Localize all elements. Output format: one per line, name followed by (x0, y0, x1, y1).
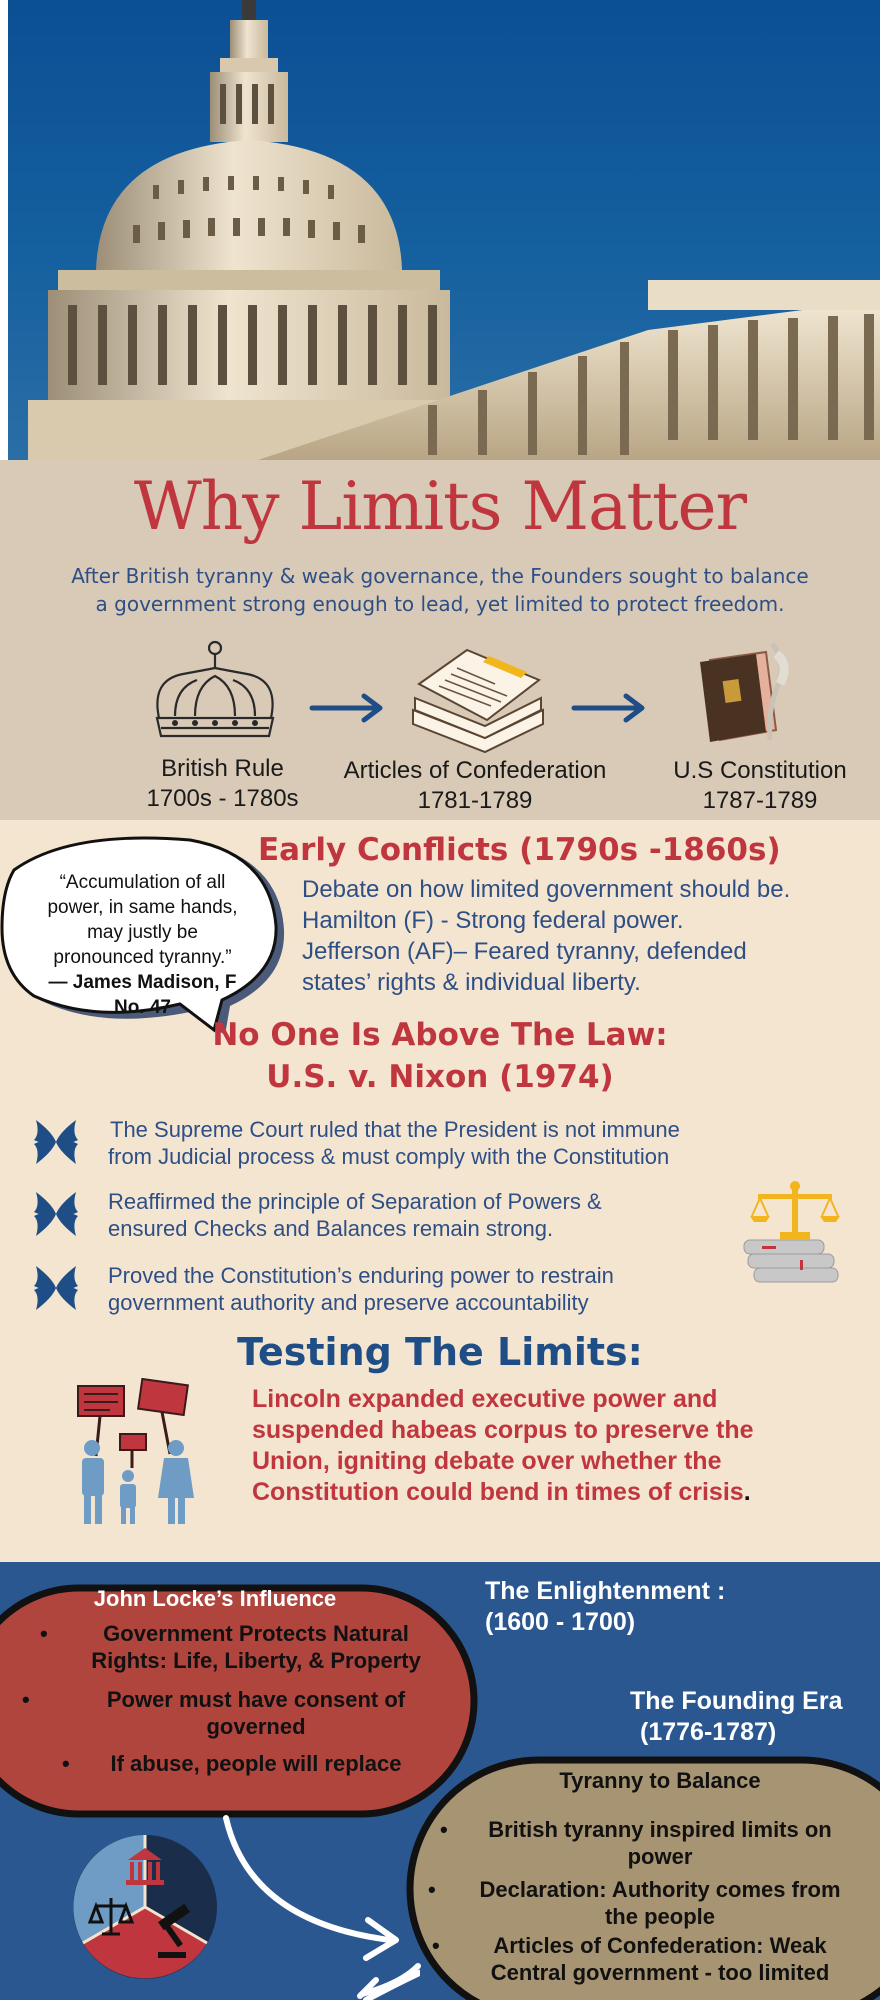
early-conflicts-line: Hamilton (F) - Strong federal power. (302, 907, 684, 934)
timeline-label: Articles of Confederation (343, 757, 607, 784)
locke-heading: John Locke’s Influence (93, 1586, 337, 1611)
foundations-section (0, 1562, 880, 2000)
enlightenment-line: The Enlightenment : (485, 1577, 726, 1605)
tyranny-item: • Articles of Confederation: Weak Central government - too limited (440, 1932, 880, 1986)
curved-arrow-icon (340, 1962, 430, 2000)
early-conflicts-heading: Early Conflicts (1790s -1860s) (258, 832, 781, 868)
subtitle-line-2: a government strong enough to lead, yet limited to protect freedom. (95, 592, 785, 616)
branches-of-government-icon (72, 1834, 218, 1980)
timeline-label: U.S Constitution (673, 757, 847, 784)
book-icon (680, 640, 795, 755)
nixon-heading (0, 1014, 880, 1098)
tyranny-item-line: the people (604, 1904, 715, 1929)
tyranny-item-line: Declaration: Authority comes from (479, 1877, 841, 1902)
nixon-bullet-text (108, 1262, 748, 1316)
hero-left-border (0, 0, 8, 460)
timeline-item-british-rule (100, 754, 345, 814)
tyranny-item-line: power (627, 1844, 693, 1869)
locke-item-line: Power must have consent of (106, 1687, 406, 1712)
nixon-bullet-text (108, 1188, 748, 1242)
tyranny-item-line: Articles of Confederation: Weak (493, 1933, 827, 1958)
tyranny-item-line: Central government - too limited (490, 1960, 830, 1985)
locke-item-line: governed (206, 1714, 306, 1739)
bullet-line: ensured Checks and Balances remain strong. (108, 1216, 554, 1241)
tyranny-heading: Tyranny to Balance (559, 1768, 761, 1793)
founding-line: The Founding Era (630, 1687, 843, 1715)
page-subtitle (20, 562, 860, 618)
bullet-line: The Supreme Court ruled that the President is not immune (110, 1117, 680, 1142)
enlightenment-label (485, 1576, 725, 1638)
locke-item: • If abuse, people will replace (36, 1750, 476, 1777)
papers-icon (405, 640, 550, 755)
nixon-bullet (30, 1116, 850, 1176)
nixon-bullet (30, 1262, 850, 1322)
timeline-dates: 1700s - 1780s (146, 785, 299, 812)
tyranny-item: • British tyranny inspired limits on power (440, 1816, 880, 1870)
timeline-dates: 1781-1789 (417, 787, 533, 814)
quote-author-line: — James Madison, F (48, 972, 237, 993)
bullet-line: Proved the Constitution’s enduring power to restrain (108, 1263, 614, 1288)
capitol-photo (8, 0, 880, 460)
x-bullet-icon (30, 1262, 82, 1314)
arrow-right-icon (308, 688, 388, 728)
locke-item-line: If abuse, people will replace (110, 1751, 402, 1776)
early-conflicts-line: Debate on how limited government should be. (302, 876, 791, 903)
capitol-building-illustration (8, 0, 880, 460)
locke-item-line: Rights: Life, Liberty, & Property (91, 1648, 421, 1673)
lincoln-line: Constitution could bend in times of crisis (252, 1478, 744, 1506)
protest-people-icon (70, 1378, 205, 1528)
x-bullet-icon (30, 1116, 82, 1168)
early-conflicts-line: states’ rights & individual liberty. (302, 969, 641, 996)
lincoln-line: Union, igniting debate over whether the (252, 1447, 722, 1475)
quote-line: “Accumulation of all (59, 872, 226, 893)
bullet-line: from Judicial process & must comply with the Constitution (108, 1144, 670, 1169)
nixon-heading-line: No One Is Above The Law: (212, 1017, 668, 1053)
lincoln-text (252, 1384, 852, 1508)
madison-quote (20, 870, 265, 1020)
founding-era-label (630, 1686, 843, 1748)
early-conflicts-body (302, 874, 790, 998)
page-title: Why Limits Matter (133, 468, 747, 545)
arrow-right-icon (570, 688, 650, 728)
scales-of-justice-icon (740, 1176, 850, 1291)
lincoln-period: . (743, 1478, 751, 1506)
quote-author (20, 970, 265, 1020)
nixon-heading-line: U.S. v. Nixon (1974) (266, 1059, 614, 1095)
timeline-dates: 1787-1789 (702, 787, 818, 814)
quote-line: pronounced tyranny.” (53, 947, 232, 968)
bullet-line: government authority and preserve accountability (108, 1290, 589, 1315)
locke-item-line: Government Protects Natural (103, 1621, 409, 1646)
testing-limits-heading: Testing The Limits: (237, 1330, 643, 1374)
quote-line: may justly be (87, 922, 198, 943)
x-bullet-icon (30, 1188, 82, 1240)
early-conflicts-line: Jefferson (AF)– Feared tyranny, defended (302, 938, 747, 965)
founding-line: (1776-1787) (640, 1718, 777, 1746)
lincoln-line: suspended habeas corpus to preserve the (252, 1416, 754, 1444)
subtitle-line-1: After British tyranny & weak governance, the Founders sought to balance (71, 564, 809, 588)
enlightenment-line: (1600 - 1700) (485, 1608, 636, 1636)
timeline-label: British Rule (161, 755, 284, 782)
timeline-item-articles (315, 756, 635, 816)
tyranny-item: • Declaration: Authority comes from the people (440, 1876, 880, 1930)
tyranny-item-line: British tyranny inspired limits on (488, 1817, 832, 1842)
timeline-item-constitution (640, 756, 880, 816)
quote-author-line: No. 47 (113, 997, 172, 1018)
lincoln-line: Lincoln expanded executive power and (252, 1385, 718, 1413)
quote-line: power, in same hands, (47, 897, 238, 918)
bullet-line: Reaffirmed the principle of Separation of Powers & (108, 1189, 602, 1214)
crown-icon (145, 640, 285, 745)
locke-item: • Government Protects Natural Rights: Life, Liberty, & Property (36, 1620, 476, 1674)
locke-item: • Power must have consent of governed (36, 1686, 476, 1740)
nixon-bullet (30, 1188, 850, 1248)
nixon-bullet-text (108, 1116, 748, 1170)
